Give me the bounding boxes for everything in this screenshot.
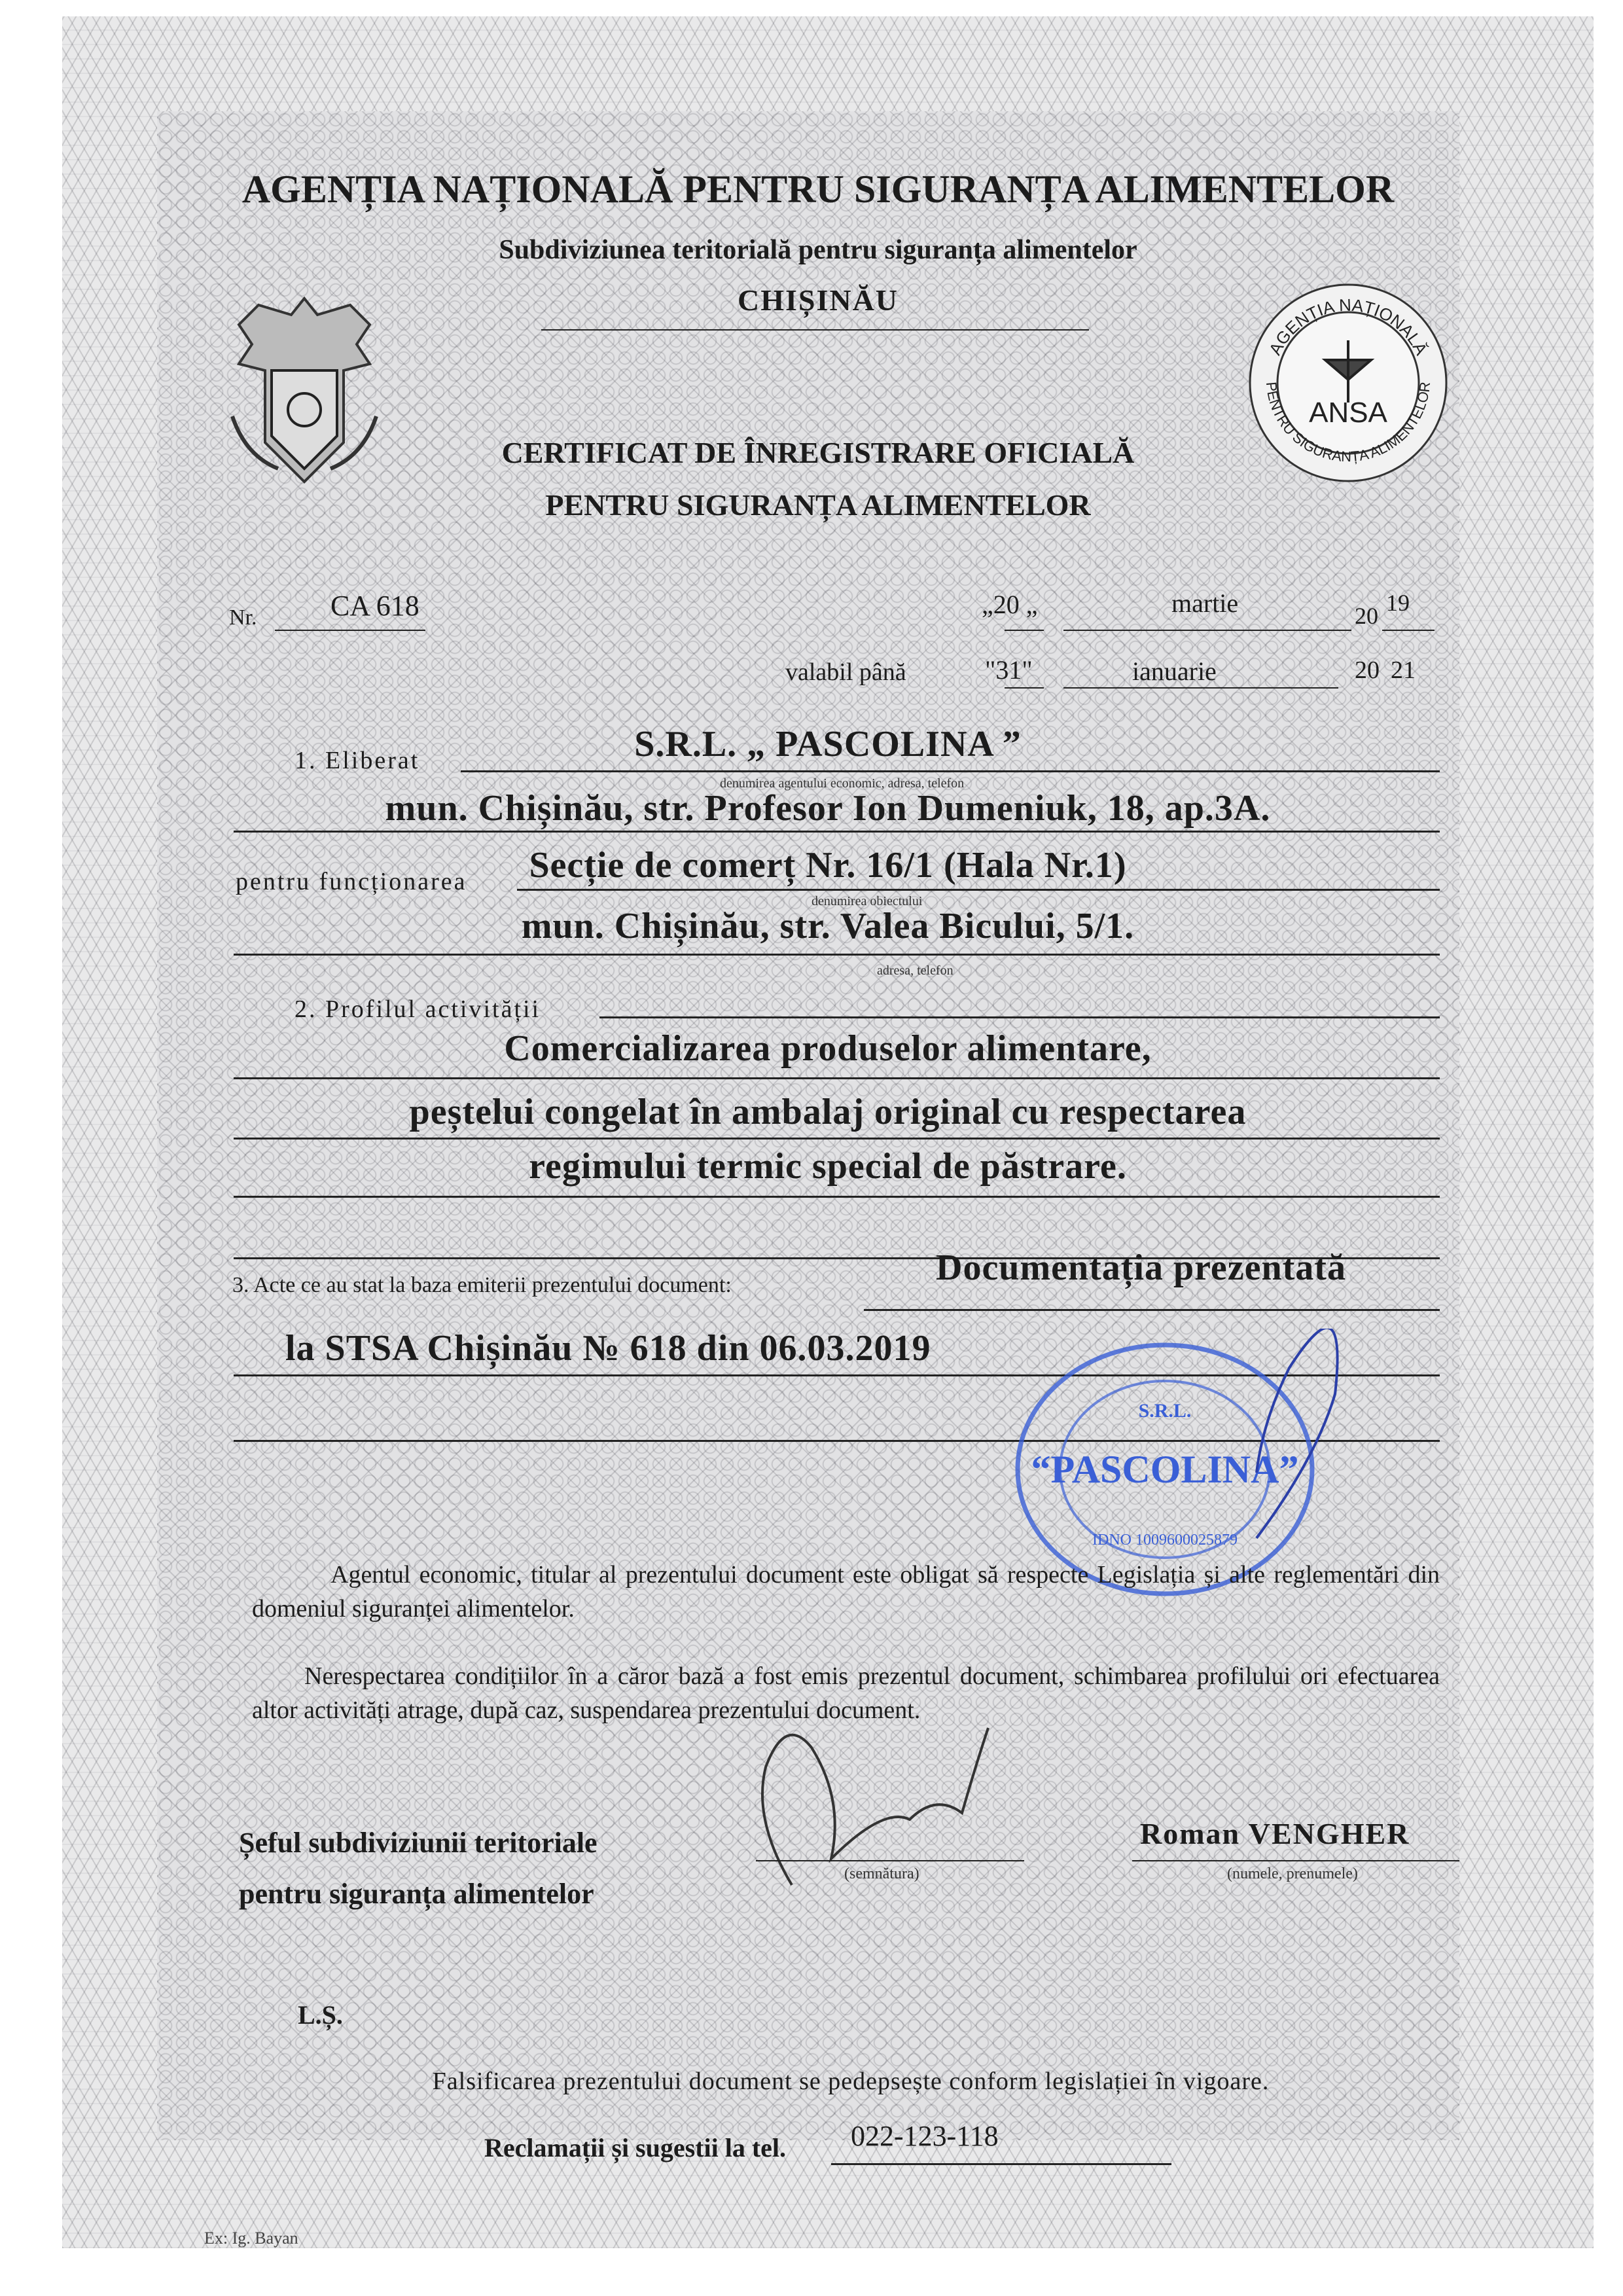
obligation-paragraph: Agentul economic, titular al prezentului document este obligat să respecte Legislația și alte reglementări din domeniul siguranței alimentelor. <box>252 1561 1440 1623</box>
valid-year-prefix: 20 <box>1355 656 1380 684</box>
city-title: CHIȘINĂU <box>737 283 899 317</box>
object-name: Secție de comerț Nr. 16/1 (Hala Nr.1) <box>529 845 1127 886</box>
object-address: mun. Chișinău, str. Valea Bicului, 5/1. <box>521 906 1135 946</box>
company-address: mun. Chișinău, str. Profesor Ion Dumeniuk, 18, ap.3A. <box>385 788 1271 829</box>
documents-basis: Documentația prezentată <box>936 1247 1346 1288</box>
section3-label: 3. Acte ce au stat la baza emiterii prezentului document: <box>232 1273 732 1297</box>
object-address-caption: adresa, telefon <box>877 963 954 978</box>
section2-label: 2. Profilul activității <box>294 996 541 1023</box>
svg-text:PENTRU SIGURANȚA ALIMENTELOR: PENTRU SIGURANȚA ALIMENTELOR <box>1262 381 1434 465</box>
valid-month-underline <box>1063 687 1338 689</box>
ansa-seal-logo <box>1247 281 1450 484</box>
object-underline <box>517 889 1440 891</box>
section1-label: 1. Eliberat <box>294 747 420 774</box>
stamp-name-text: “PASCOLINA” <box>1031 1448 1299 1491</box>
day-underline <box>1005 630 1044 631</box>
name-underline <box>1132 1860 1459 1861</box>
svg-text:AGENȚIA NAȚIONALĂ: AGENȚIA NAȚIONALĂ <box>1264 295 1432 359</box>
contact-label: Reclamații și sugestii la tel. <box>484 2133 787 2162</box>
contact-phone: 022-123-118 <box>851 2120 999 2152</box>
section3-underline-1 <box>864 1309 1440 1311</box>
signature-caption: (semnătura) <box>844 1865 919 1882</box>
agency-title: AGENȚIA NAȚIONALĂ PENTRU SIGURANȚA ALIMENTELOR <box>241 168 1395 211</box>
issue-month: martie <box>1171 588 1239 618</box>
profile-line: peștelui congelat în ambalaj original cu respectarea <box>409 1092 1247 1132</box>
issue-year-prefix: 20 <box>1355 603 1378 629</box>
company-caption: denumirea agentului economic, adresa, telefon <box>720 776 965 791</box>
object-caption: denumirea obiectului <box>812 894 923 908</box>
year-underline <box>1382 630 1435 631</box>
city-underline <box>541 329 1089 331</box>
valid-until-label: valabil până <box>785 658 906 686</box>
valid-year-suffix: 21 <box>1391 656 1416 684</box>
certificate-title-line1: CERTIFICAT DE ÎNREGISTRARE OFICIALĂ <box>501 436 1135 469</box>
subdivision-title: Subdiviziunea teritorială pentru siguranța alimentelor <box>499 235 1137 265</box>
certificate-number: CA 618 <box>330 590 419 622</box>
forgery-warning: Falsificarea prezentului document se pedepsește conform legislației în vigoare. <box>432 2068 1270 2095</box>
issue-year-suffix: 19 <box>1386 590 1410 616</box>
profile-underline-2 <box>234 1138 1440 1139</box>
address-underline <box>234 831 1440 833</box>
svg-text:ANSA: ANSA <box>1309 397 1387 429</box>
phone-underline <box>831 2163 1171 2165</box>
number-label: Nr. <box>229 605 257 630</box>
company-name: S.R.L. „ PASCOLINA ” <box>634 724 1022 764</box>
profile-line: regimului termic special de păstrare. <box>529 1146 1127 1187</box>
number-underline <box>275 630 425 631</box>
valid-day-underline <box>1005 687 1044 689</box>
profile-underline-0 <box>599 1016 1440 1018</box>
signature-underline <box>756 1860 1024 1861</box>
signatory-role-line2: pentru siguranța alimentelor <box>239 1878 594 1910</box>
company-underline <box>461 770 1440 772</box>
suspension-paragraph: Nerespectarea condițiilor în a căror bază a fost emis prezentul document, schimbarea profilului ori efectuarea altor activități atrage, după caz, suspendarea prezentului document. <box>252 1662 1440 1724</box>
issue-day: „20 „ <box>982 590 1038 619</box>
name-caption: (numele, prenumele) <box>1227 1865 1358 1882</box>
signatory-name: Roman VENGHER <box>1140 1817 1410 1850</box>
stamp-idno-text: IDNO 1009600025879 <box>1092 1532 1238 1549</box>
coat-of-arms-icon <box>219 285 389 490</box>
object-address-underline <box>234 954 1440 956</box>
valid-day: "31" <box>985 655 1033 685</box>
stamp-top-text: S.R.L. <box>1138 1400 1192 1422</box>
profile-line: Comercializarea produselor alimentare, <box>504 1028 1152 1069</box>
valid-month: ianuarie <box>1132 656 1217 686</box>
executor-note: Ex: Ig. Bayan <box>204 2229 298 2248</box>
signatory-role-line1: Șeful subdiviziunii teritoriale <box>239 1827 597 1859</box>
profile-underline-1 <box>234 1077 1440 1079</box>
profile-underline-3 <box>234 1196 1440 1198</box>
seal-place-label: L.Ș. <box>298 2000 343 2030</box>
certificate-title-line2: PENTRU SIGURANȚA ALIMENTELOR <box>545 488 1091 522</box>
month-underline <box>1063 630 1351 631</box>
function-label: pentru funcționarea <box>236 868 467 895</box>
documents-reference: la STSA Chișinău № 618 din 06.03.2019 <box>285 1328 931 1369</box>
